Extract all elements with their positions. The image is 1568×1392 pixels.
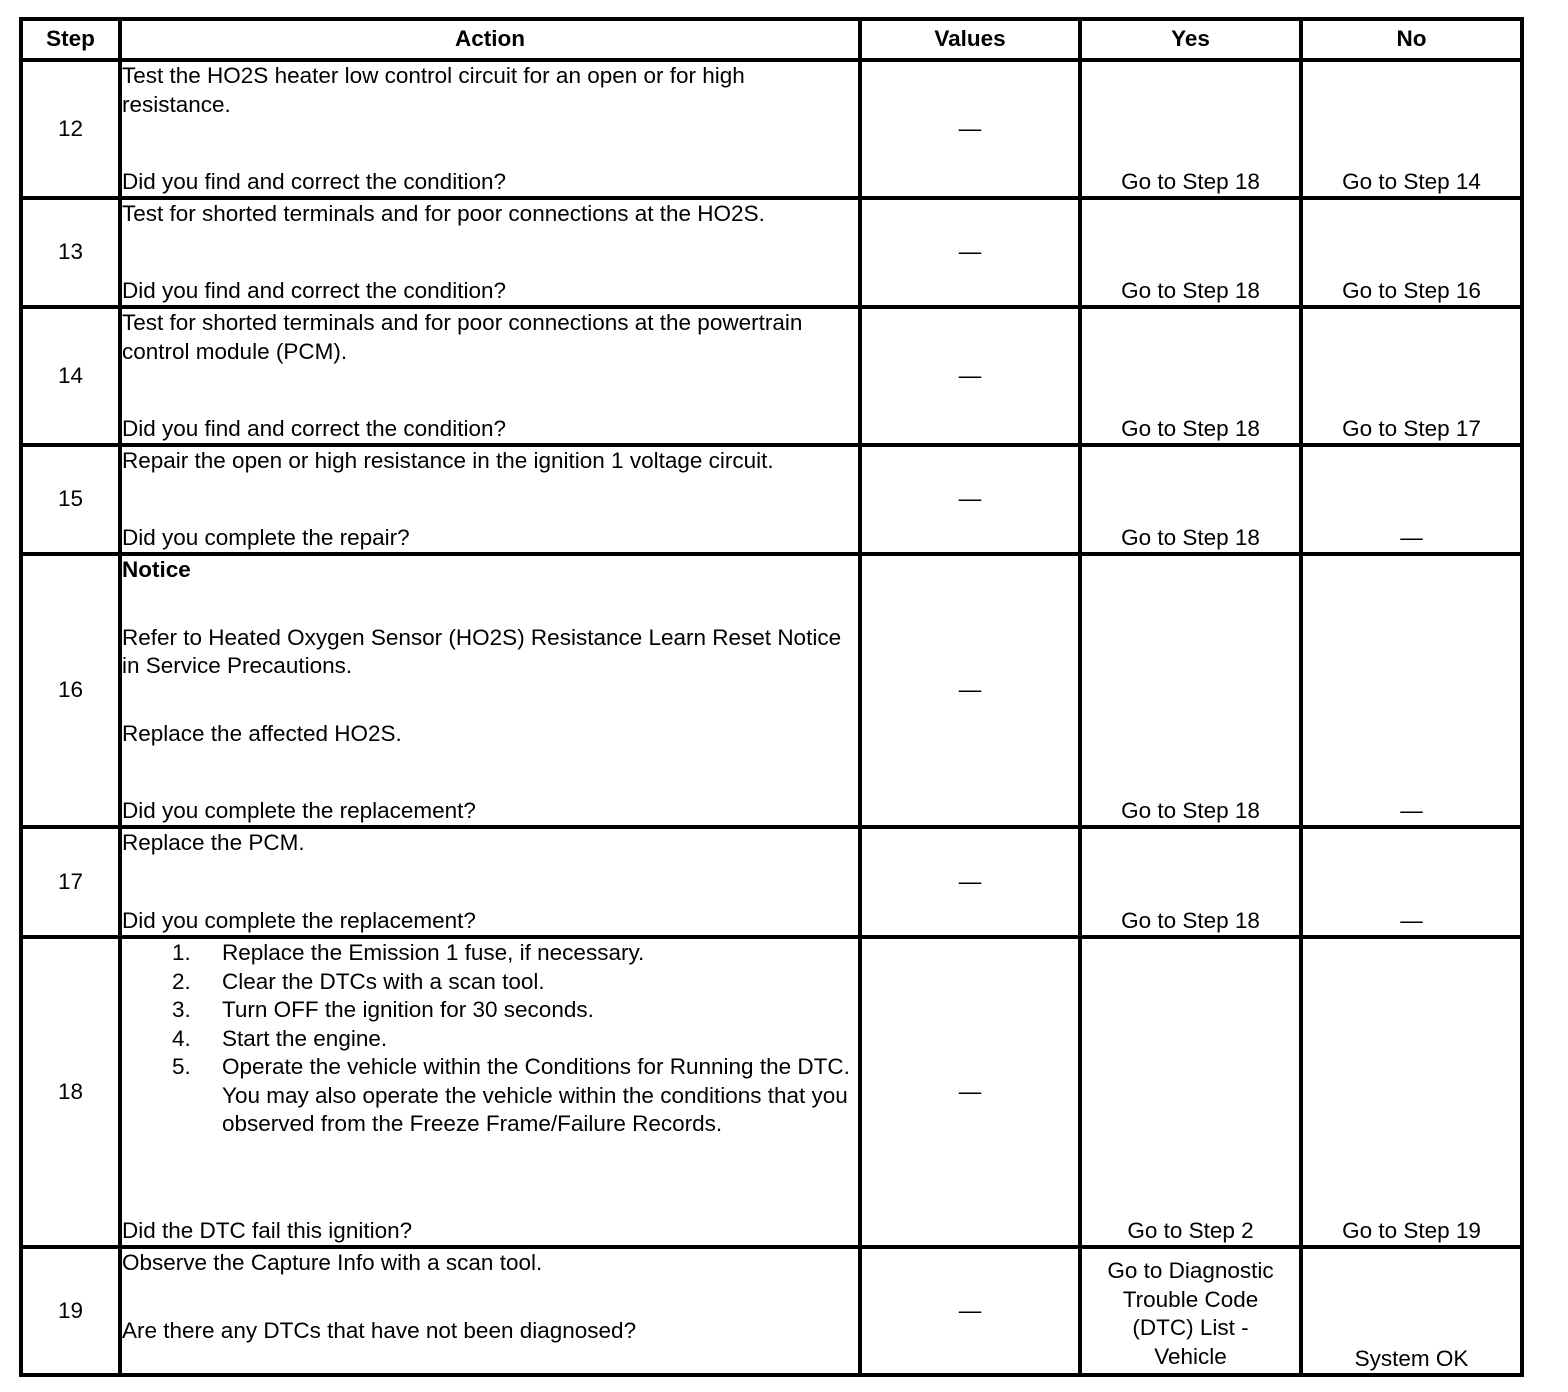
table-row [21, 827, 1522, 937]
procedure-item: 1. Replace the Emission 1 fuse, if necessary. [172, 940, 645, 965]
step-number: 13 [21, 198, 120, 307]
yes-cell: Go to Step 18 [1080, 307, 1301, 445]
notice-text: Refer to Heated Oxygen Sensor (HO2S) Resistance Learn Reset Notice in Service Precautions. [122, 624, 842, 678]
no-cell: Go to Step 17 [1301, 307, 1522, 445]
no-cell: Go to Step 16 [1301, 198, 1522, 307]
yes-cell: Go to Diagnostic Trouble Code (DTC) List - Vehicle [1080, 1247, 1301, 1375]
no-cell: — [1301, 827, 1522, 937]
action-cell [120, 827, 860, 937]
action-cell [120, 1247, 860, 1375]
procedure-item: 4. Start the engine. [172, 1025, 388, 1051]
header-no: No [1301, 19, 1522, 60]
header-step: Step [21, 19, 120, 60]
procedure-item: 3. Turn OFF the ignition for 30 seconds. [172, 997, 594, 1022]
yes-cell: Go to Step 2 [1080, 937, 1301, 1247]
table-row [21, 307, 1522, 445]
action-text: Replace the PCM. [122, 830, 305, 855]
header-row [21, 19, 1522, 60]
table-row [21, 445, 1522, 554]
no-cell: Go to Step 19 [1301, 937, 1522, 1247]
action-text: Test for shorted terminals and for poor connections at the HO2S. [122, 201, 765, 226]
table-row [21, 60, 1522, 198]
procedure-item: 5. Operate the vehicle within the Conditions for Running the DTC. You may also operate the vehicle within the conditions that you observed from the Freeze Frame/Failure Records. [172, 1054, 850, 1136]
table-row [21, 554, 1522, 827]
action-question: Did you find and correct the condition? [122, 415, 506, 441]
step-number: 12 [21, 60, 120, 198]
header-action: Action [120, 19, 860, 60]
action-text: Replace the affected HO2S. [122, 720, 402, 746]
header-yes: Yes [1080, 19, 1301, 60]
action-question: Did you complete the repair? [122, 524, 410, 550]
no-cell: — [1301, 554, 1522, 827]
action-text: Observe the Capture Info with a scan tool. [122, 1250, 543, 1275]
value-cell: — [860, 307, 1080, 445]
yes-cell: Go to Step 18 [1080, 554, 1301, 827]
no-cell: — [1301, 445, 1522, 554]
action-cell [120, 554, 860, 827]
action-text: Test for shorted terminals and for poor connections at the powertrain control module (PCM). [122, 310, 803, 364]
value-cell: — [860, 445, 1080, 554]
step-number: 19 [21, 1247, 120, 1375]
action-question: Are there any DTCs that have not been diagnosed? [122, 1317, 637, 1343]
procedure-item: 2. Clear the DTCs with a scan tool. [172, 968, 545, 994]
action-question: Did the DTC fail this ignition? [122, 1217, 413, 1243]
value-cell: — [860, 937, 1080, 1247]
action-text: Test the HO2S heater low control circuit for an open or for high resistance. [122, 63, 745, 117]
action-cell [120, 445, 860, 554]
value-cell: — [860, 1247, 1080, 1375]
table-row [21, 937, 1522, 1247]
action-cell [120, 198, 860, 307]
value-cell: — [860, 827, 1080, 937]
yes-cell: Go to Step 18 [1080, 827, 1301, 937]
value-cell: — [860, 554, 1080, 827]
table-row [21, 1247, 1522, 1375]
action-question: Did you complete the replacement? [122, 797, 476, 823]
step-number: 18 [21, 937, 120, 1247]
action-question: Did you complete the replacement? [122, 907, 476, 933]
action-cell [120, 60, 860, 198]
step-number: 17 [21, 827, 120, 937]
step-number: 16 [21, 554, 120, 827]
header-values: Values [860, 19, 1080, 60]
notice-heading: Notice [122, 557, 191, 582]
step-number: 15 [21, 445, 120, 554]
yes-cell: Go to Step 18 [1080, 60, 1301, 198]
action-text: Repair the open or high resistance in the ignition 1 voltage circuit. [122, 448, 774, 473]
diagnostic-table [19, 17, 1524, 1377]
yes-cell: Go to Step 18 [1080, 198, 1301, 307]
step-number: 14 [21, 307, 120, 445]
action-cell [120, 937, 860, 1247]
value-cell: — [860, 198, 1080, 307]
action-cell [120, 307, 860, 445]
action-question: Did you find and correct the condition? [122, 168, 506, 194]
no-cell: Go to Step 14 [1301, 60, 1522, 198]
value-cell: — [860, 60, 1080, 198]
action-question: Did you find and correct the condition? [122, 277, 506, 303]
no-cell: System OK [1301, 1247, 1522, 1375]
table-row [21, 198, 1522, 307]
yes-cell: Go to Step 18 [1080, 445, 1301, 554]
procedure-list [122, 939, 858, 1139]
